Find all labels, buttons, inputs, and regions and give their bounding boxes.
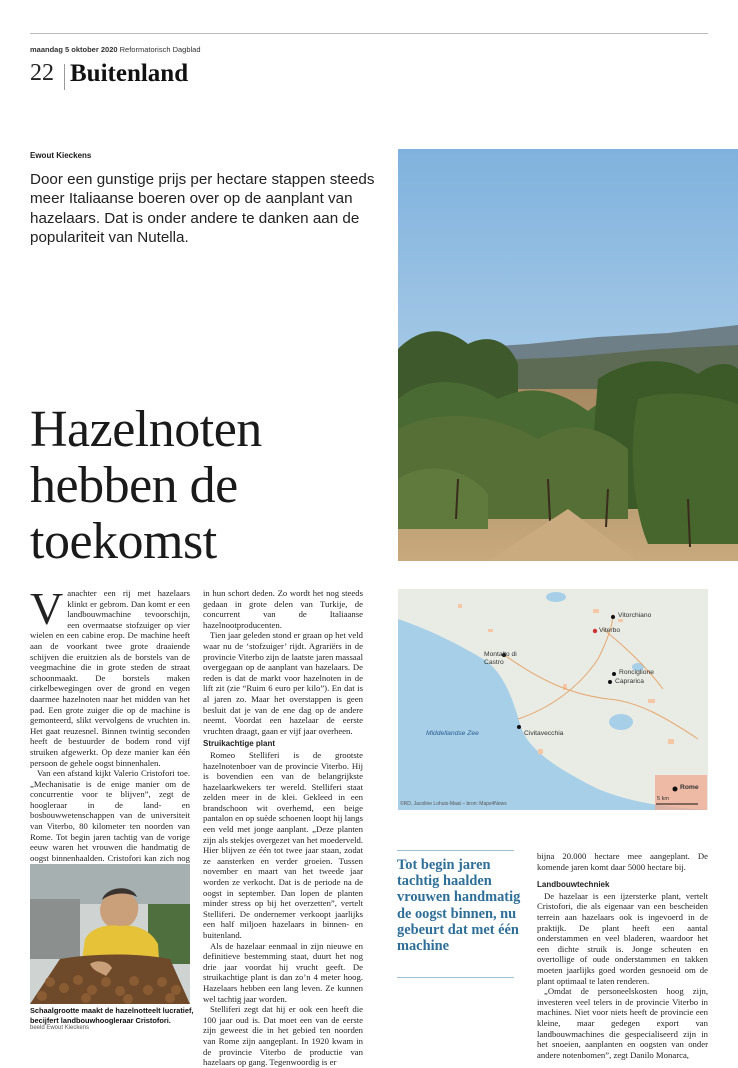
paper-name: Reformatorisch Dagblad: [119, 45, 201, 54]
map-label: Caprarica: [615, 678, 644, 685]
headline-line: toekomst: [30, 513, 217, 570]
paragraph: De hazelaar is een ijzersterke plant, vertelt Cristofori, die als eigenaar van een bescheiden terrein aan hazelaars ook is ingevoerd in de praktijk. De plant heeft een aantal onderstammen en veel bladeren, waardoor het een dichte struik is. Jonge scheuten en overtollige of oude onderstammen en takken moeten jaarlijks goed worden gesnoeid om de plant optimaal te laten renderen.: [537, 890, 708, 986]
body-column-2: [203, 588, 363, 1068]
section-title: Buitenland: [70, 60, 189, 87]
quote-rule: [397, 977, 514, 978]
paragraph: Van een afstand kijkt Valerio Cristofori toe. „Mechanisatie is de enige manier om de concurrentie voor te blijven”, zegt de hoogleraar in de land- en bosbouwwetenschappen van de universiteit van Viterbo, 80 kilometer ten noorden van Rome. Tot begin jaren tachtig van de vorige eeuw waren het vrouwen die handmatig de oogst binnenhaalden. Cristofori kan zich nog: [30, 768, 190, 863]
paragraph: Romeo Stelliferi is de grootste hazelnotenboer van de provincie Viterbo. Hij is bovendien een van de belangrijkste hazelaarkwekers ter wereld. Stelliferi staat zelden meer in de klei. Gekleed in een brandschoon wit overhemd, een beige pantalon en op suède schoenen loopt hij langs een veld met jonge aanplant. „Deze planten zijn als stekjes overgezet van het moederveld. Hier blijven ze één tot twee jaar staan, zodat ze aansterken en verder groeien. Tussen november en maart van het tweede jaar worden ze verkocht. Dat is de periode na de oogst in september. Dan lopen de planten minder stress op bij het overzetten”, vertelt Stelliferi. De ondernemer verkoopt jaarlijks een half miljoen hazelaars in binnen- en buitenland.: [203, 749, 363, 940]
header-rule: [30, 33, 708, 34]
dateline: [30, 45, 201, 54]
quote-rule: [397, 850, 514, 851]
page-separator: [64, 64, 65, 90]
paragraph: anachter een rij met hazelaars klinkt er gebrom. Dan komt er een landbouwmachine tevoorschijn, een overmaatse stofzuiger op vier wielen en een cabine erop. De machine heeft aan de voorkant twee grote draaiende schijven die eruitzien als de borstels van de veegmachine die in grote steden de straat schoonmaakt. De borstels maken cirkelbewegingen over de grond en vegen daarmee hazelnoten naar het midden van het pad. Een grote zuiger die op de machine is gemonteerd, slikt vervolgens de vruchten in. Het gaat reuzesnel. Binnen twintig seconden heeft de bestuurder de bodem rond vijf struiken afgewerkt. Op deze manier kan één persoon de gehele oogst binnenhalen.: [30, 588, 190, 768]
sea-label: Middellandse Zee: [426, 730, 479, 737]
pull-quote: Tot begin jaren tachtig haalden vrouwen handmatig de oogst binnen, nu gebeurt dat met één machine: [397, 857, 521, 955]
orchard-photo: [398, 149, 738, 561]
scale-label: 5 km: [657, 796, 669, 802]
subheading: Landbouwtechniek: [537, 880, 610, 890]
map-label: Montalto di Castro: [484, 651, 517, 666]
body-column-1: [30, 583, 190, 863]
inset-caption: Schaalgrootte maakt de hazelnotteelt lucratief, becijfert landbouwhoogleraar Cristofori.: [30, 1006, 194, 1025]
headline: [30, 402, 390, 570]
intro: Door een gunstige prijs per hectare stappen steeds meer Italiaanse boeren over op de aanplant van hazelaars. Dat is onder andere te danken aan de populariteit van Nutella.: [30, 171, 375, 246]
map-credit: ©RD, Jacoline Lohuis-Maat – bron: Maps4News: [400, 801, 507, 807]
paragraph: Tien jaar geleden stond er graan op het veld waar nu de ‘stofzuiger’ rijdt. Agrariërs in de provincie Viterbo zijn de laatste jaren massaal overgegaan op de aanplant van hazelaars. De reden is dat de markt voor hazelnoten in de lift zit (zie “Ruim 6 euro per kilo”). En dat is al jaren zo. Maar het overstappen is geen besluit dat je van de ene dag op de andere neemt. Voordat een hazelaar de eerste vruchten draagt, gaan er vijf jaar overheen.: [203, 630, 363, 736]
paragraph: „Omdat de personeelskosten hoog zijn, investeren veel telers in de provincie Viterbo in machines. Niet voor niets heeft de provincie een kleine, maar gedegen export van landbouwmachines die gespecialiseerd zijn in het snoeien, aanplanten en oogsten van onder andere notenbomen”, zegt Danilo Monarca,: [537, 986, 708, 1060]
inset-credit: beeld Ewout Kieckens: [30, 1025, 90, 1031]
subheading: Struikachtige plant: [203, 739, 276, 749]
map-label: Viterbo: [599, 627, 621, 634]
region-map: [398, 589, 708, 810]
headline-line: hebben de: [30, 457, 238, 514]
dropcap: V: [30, 583, 64, 634]
map-label: Rome: [680, 784, 699, 791]
inset-photo: [30, 864, 190, 1004]
map-label: Vitorchiano: [618, 612, 652, 619]
paragraph: Stelliferi zegt dat hij er ook een heeft die 100 jaar oud is. Dat moet een van de eerste zijn geweest die in het gebied ten noorden van Rome zijn aangeplant. In 1920 kwam in de provincie Viterbo de productie van hazelaars op gang. Tegenwoordig is er: [203, 1004, 363, 1068]
page-number: 22: [30, 60, 54, 86]
map-label: Ronciglione: [619, 669, 654, 676]
paragraph: bijna 20.000 hectare mee aangeplant. De komende jaren komt daar 5000 hectare bij.: [537, 851, 708, 872]
paragraph: in hun schort deden. Zo wordt het nog steeds gedaan in grote delen van Turkije, de concurrent van de Italiaanse hazelnootproducenten.: [203, 588, 363, 630]
body-column-3: [537, 851, 708, 1060]
author: Ewout Kieckens: [30, 151, 92, 160]
headline-line: Hazelnoten: [30, 401, 262, 458]
date: maandag 5 oktober 2020: [30, 45, 118, 54]
map-label: Civitavecchia: [524, 730, 564, 737]
paragraph: Als de hazelaar eenmaal in zijn nieuwe en definitieve bestemming staat, duurt het nog drie jaar voordat hij vrucht geeft. De struikachtige plant is dan zo’n 4 meter hoog. Hazelaars hebben een lang leven. Ze kunnen wel tachtig jaar worden.: [203, 940, 363, 1004]
